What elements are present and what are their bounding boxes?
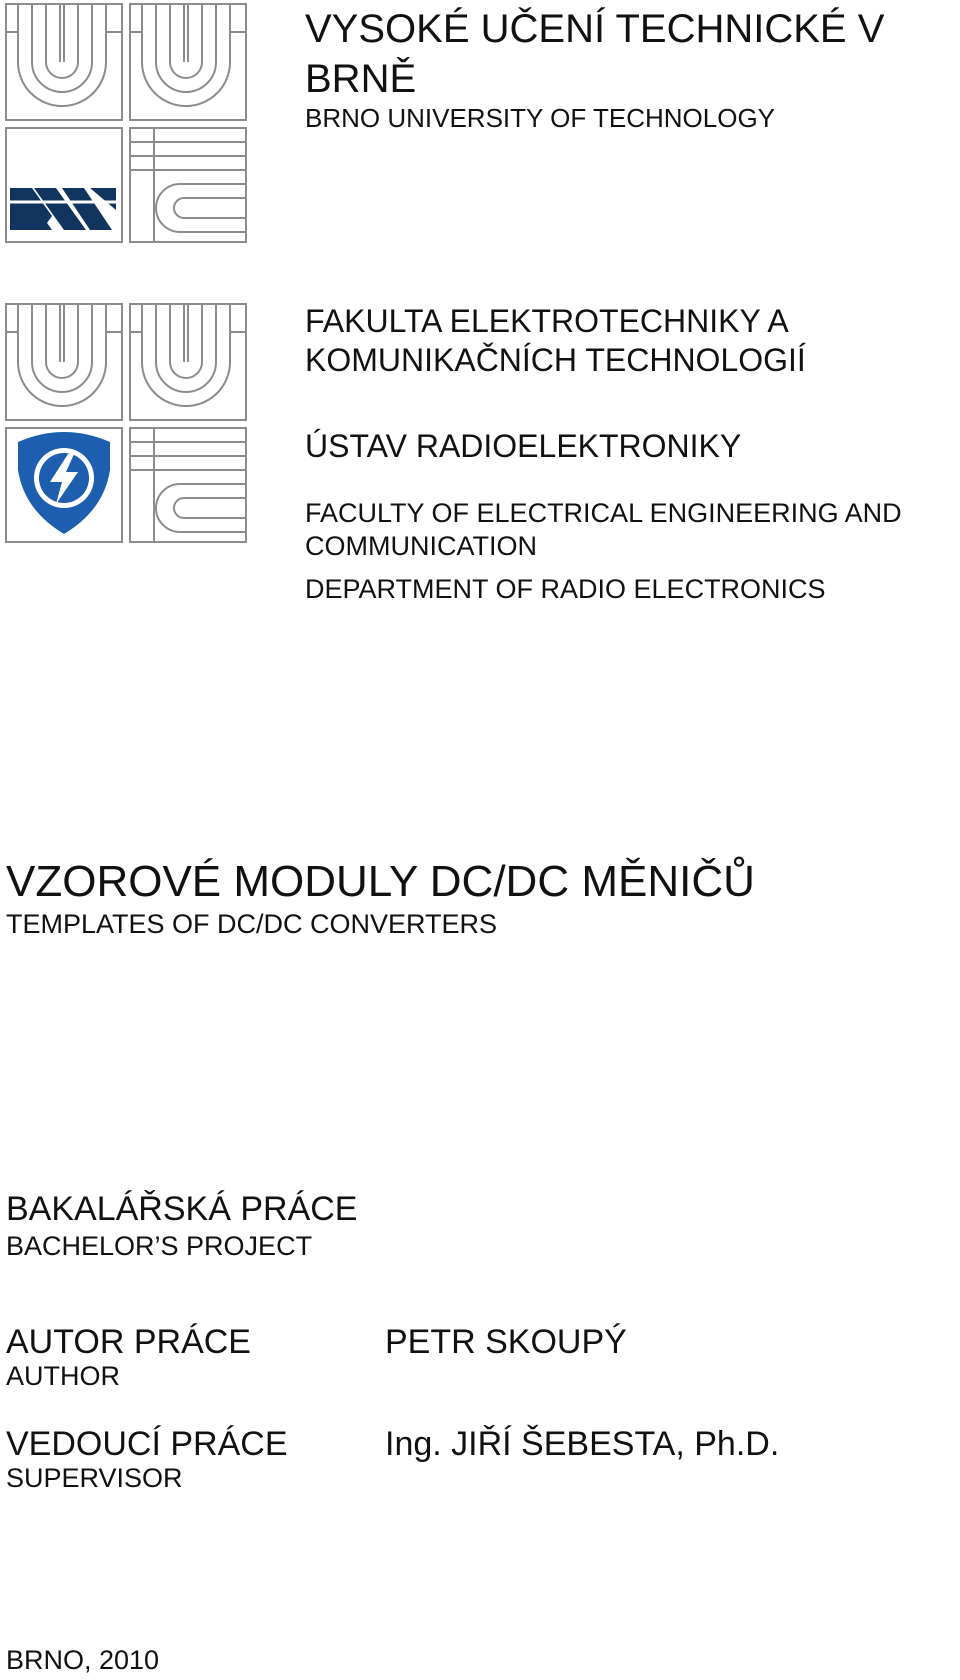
thesis-title: VZOROVÉ MODULY DC/DC MĚNIČŮ: [6, 857, 755, 906]
vut-logo-icon: [4, 2, 248, 244]
author-label: AUTOR PRÁCE: [6, 1323, 251, 1361]
author-label-en: AUTHOR: [6, 1361, 120, 1391]
thesis-type: BAKALÁŘSKÁ PRÁCE: [6, 1190, 358, 1228]
supervisor-name: Ing. JIŘÍ ŠEBESTA, Ph.D.: [385, 1425, 780, 1463]
place-year: BRNO, 2010: [6, 1645, 160, 1675]
thesis-type-en: BACHELOR’S PROJECT: [6, 1231, 313, 1261]
department-name-en: DEPARTMENT OF RADIO ELECTRONICS: [305, 574, 826, 604]
faculty-name: FAKULTA ELEKTROTECHNIKY A KOMUNIKAČNÍCH TECHNOLOGIÍ: [305, 303, 806, 378]
university-name-en: BRNO UNIVERSITY OF TECHNOLOGY: [305, 103, 776, 133]
supervisor-label: VEDOUCÍ PRÁCE: [6, 1425, 288, 1463]
thesis-title-en: TEMPLATES OF DC/DC CONVERTERS: [6, 909, 498, 939]
supervisor-label-en: SUPERVISOR: [6, 1463, 183, 1493]
university-name: VYSOKÉ UČENÍ TECHNICKÉ V BRNĚ: [305, 7, 885, 101]
author-name: PETR SKOUPÝ: [385, 1323, 627, 1361]
department-name: ÚSTAV RADIOELEKTRONIKY: [305, 428, 742, 464]
fekt-logo-icon: [4, 302, 248, 544]
faculty-name-en: FACULTY OF ELECTRICAL ENGINEERING AND COMMUNICATION: [305, 498, 902, 561]
